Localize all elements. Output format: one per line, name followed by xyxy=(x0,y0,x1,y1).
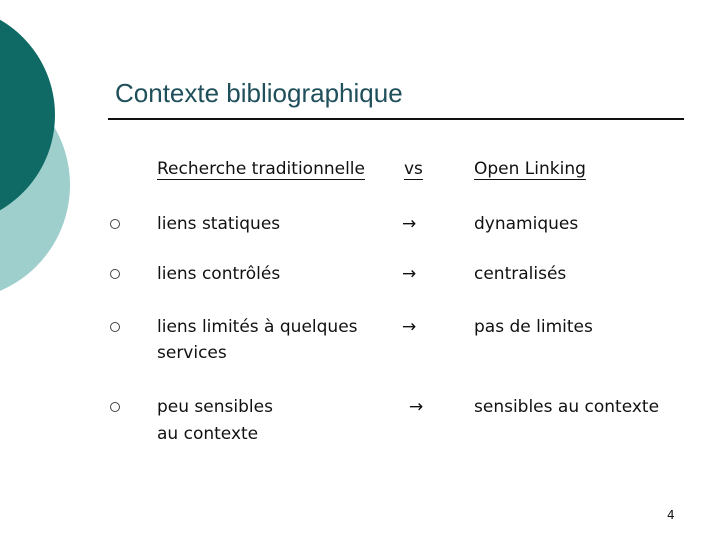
row-4-right: sensibles au contexte xyxy=(474,397,660,417)
row-1-arrow: → xyxy=(402,214,417,234)
header-middle: vs xyxy=(404,159,423,179)
row-3-right: pas de limites xyxy=(474,317,593,337)
row-2-arrow: → xyxy=(402,264,417,284)
row-2-right: centralisés xyxy=(474,264,567,284)
page-number: 4 xyxy=(667,508,675,522)
header-right: Open Linking xyxy=(474,159,586,179)
bullet-icon xyxy=(110,322,120,332)
row-2-left: liens contrôlés xyxy=(157,264,281,284)
row-1-left: liens statiques xyxy=(157,214,281,234)
slide-title: Contexte bibliographique xyxy=(115,78,403,108)
row-4-left-line-2: au contexte xyxy=(157,424,259,444)
row-1-right: dynamiques xyxy=(474,214,579,234)
title-divider xyxy=(108,118,684,120)
row-3-left-line-2: services xyxy=(157,343,227,363)
decorative-circles xyxy=(0,0,90,300)
bullet-icon xyxy=(110,219,120,229)
row-3-arrow: → xyxy=(402,317,417,337)
row-4-left-line-1: peu sensibles xyxy=(157,397,273,417)
bullet-icon xyxy=(110,402,120,412)
header-left: Recherche traditionnelle xyxy=(157,159,365,179)
bullet-icon xyxy=(110,269,120,279)
row-3-left-line-1: liens limités à quelques xyxy=(157,317,358,337)
row-4-arrow: → xyxy=(409,397,424,417)
